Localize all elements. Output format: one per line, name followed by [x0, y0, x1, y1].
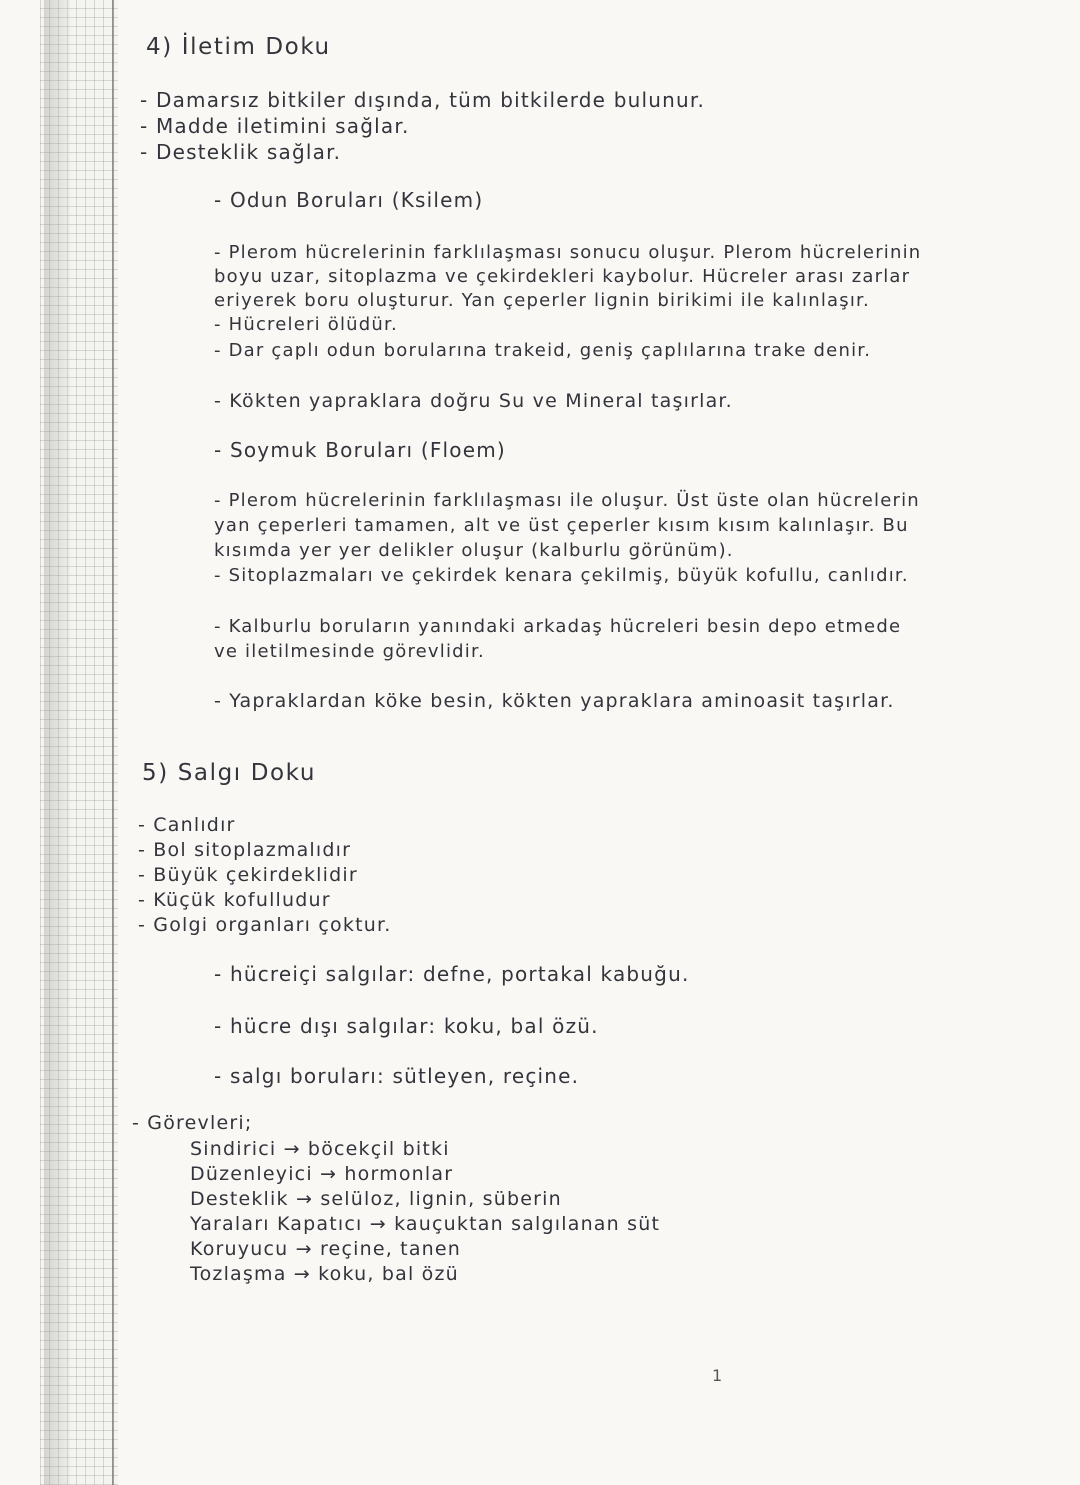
duty-line: Sindirici → böcekçil bitki [190, 1138, 450, 1160]
secretion-line: - hücreiçi salgılar: defne, portakal kabuğu. [214, 962, 690, 986]
xylem-line: - Dar çaplı odun borularına trakeid, geniş çaplılarına trake denir. [214, 340, 872, 361]
duty-line: Koruyucu → reçine, tanen [190, 1238, 462, 1260]
xylem-line: boyu uzar, sitoplazma ve çekirdekleri kaybolur. Hücreler arası zarlar [214, 266, 911, 287]
duty-line: Desteklik → selüloz, lignin, süberin [190, 1188, 562, 1210]
duty-line: Yaraları Kapatıcı → kauçuktan salgılanan süt [190, 1213, 661, 1235]
section5-title: 5) Salgı Doku [142, 760, 317, 786]
secretion-line: - salgı boruları: sütleyen, reçine. [214, 1064, 580, 1088]
duty-line: Tozlaşma → koku, bal özü [190, 1263, 459, 1285]
page-number: 1 [712, 1366, 723, 1385]
duty-line: Düzenleyici → hormonlar [190, 1163, 454, 1185]
secretion-line: - hücre dışı salgılar: koku, bal özü. [214, 1014, 599, 1038]
phloem-line: yan çeperleri tamamen, alt ve üst çeperler kısım kısım kalınlaşır. Bu [214, 515, 909, 536]
section5-bullet: - Bol sitoplazmalıdır [138, 839, 352, 861]
section4-bullet: - Desteklik sağlar. [140, 140, 342, 164]
section5-bullet: - Küçük kofulludur [138, 889, 331, 911]
section5-bullet: - Canlıdır [138, 814, 236, 836]
companion-line: - Kalburlu boruların yanındaki arkadaş hücreleri besin depo etmede [214, 616, 902, 637]
duties-title: - Görevleri; [132, 1112, 253, 1134]
xylem-heading: - Odun Boruları (Ksilem) [214, 188, 484, 212]
margin-line [112, 0, 114, 1485]
phloem-line: kısımda yer yer delikler oluşur (kalburlu görünüm). [214, 540, 734, 561]
phloem-transport: - Yapraklardan köke besin, kökten yapraklara aminoasit taşırlar. [214, 690, 895, 712]
binding-shadow [44, 0, 70, 1485]
phloem-heading: - Soymuk Boruları (Floem) [214, 438, 506, 462]
section5-bullet: - Büyük çekirdeklidir [138, 864, 358, 886]
section4-title: 4) İletim Doku [146, 34, 331, 60]
xylem-transport: - Kökten yapraklara doğru Su ve Mineral taşırlar. [214, 390, 733, 412]
phloem-line: - Plerom hücrelerinin farklılaşması ile oluşur. Üst üste olan hücrelerin [214, 490, 920, 511]
companion-line: ve iletilmesinde görevlidir. [214, 641, 485, 662]
section4-bullet: - Damarsız bitkiler dışında, tüm bitkilerde bulunur. [140, 88, 706, 112]
xylem-line: eriyerek boru oluşturur. Yan çeperler lignin birikimi ile kalınlaşır. [214, 290, 870, 311]
xylem-line: - Hücreleri ölüdür. [214, 314, 398, 335]
section5-bullet: - Golgi organları çoktur. [138, 914, 392, 936]
phloem-line: - Sitoplazmaları ve çekirdek kenara çekilmiş, büyük kofullu, canlıdır. [214, 565, 909, 586]
xylem-line: - Plerom hücrelerinin farklılaşması sonucu oluşur. Plerom hücrelerinin [214, 242, 922, 263]
section4-bullet: - Madde iletimini sağlar. [140, 114, 410, 138]
